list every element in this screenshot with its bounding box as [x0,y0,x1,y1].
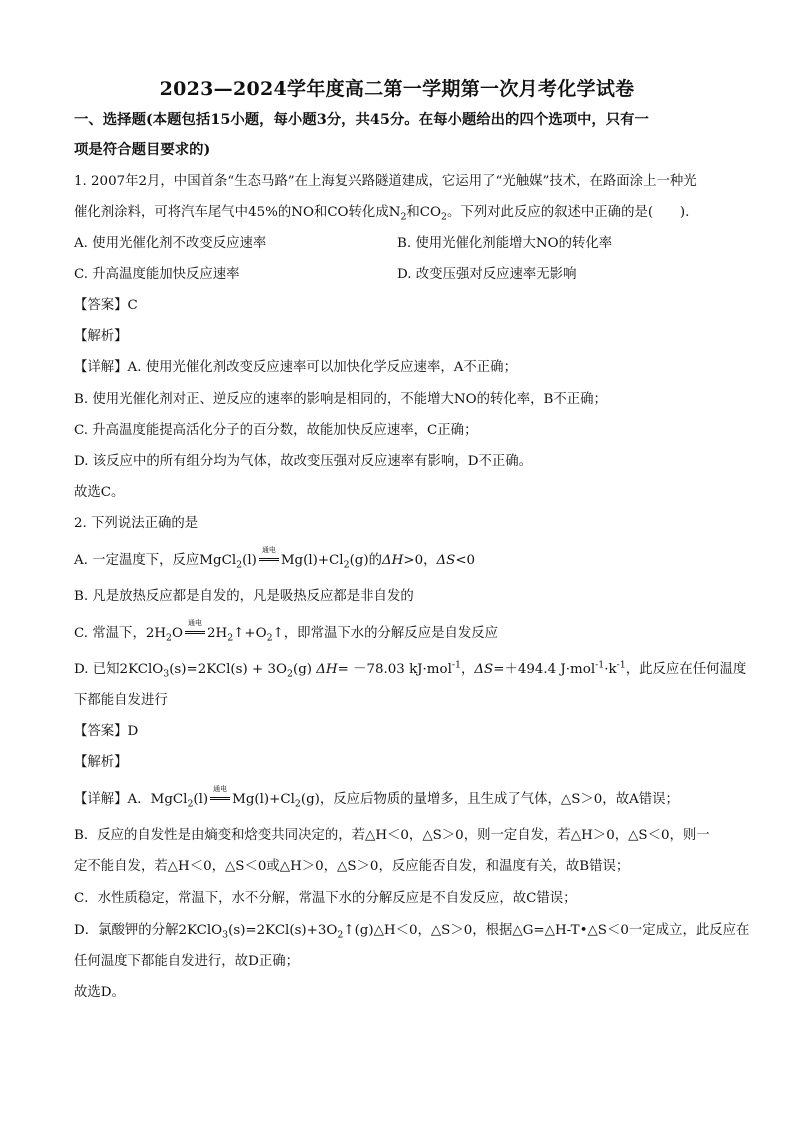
section-heading-line-1: 一、选择题(本题包括15小题，每小题3分，共45分。在每小题给出的四个选项中，只有一 [74,111,649,128]
page-title: 2023—2024学年度高二第一学期第一次月考化学试卷 [159,78,635,100]
electrolysis-arrow-icon: 通电 [258,552,280,564]
q1-conclusion: 故选C。 [74,485,125,500]
q2-stem: 2. 下列说法正确的是 [74,516,199,531]
q2-option-a: A. 一定温度下，反应MgCl$_2$(l) 通电 $Mg(l)+Cl_2(g)$的ΔH>0，ΔS<0 [74,546,476,571]
q1-answer: 【答案】C [74,298,138,313]
q2-option-d-line-1: D. 已知2KClO$_3$(s)=2KCl(s) + $3O_2(g)$ ΔH= －78.03 kJ·mol$^{-1}$，ΔS=＋494.4 $J\cdot mol^{-1}\cdot k^{-1}$，此反应在任何温度 [74,659,747,680]
q1-detail-d: D. 该反应中的所有组分均为气体，故改变压强对反应速率有影响，D不正确。 [74,454,533,469]
electrolysis-arrow-icon: 通电 [184,625,206,637]
q1-option-c: C. 升高温度能加快反应速率 [74,267,240,282]
q2-detail-d-line-1: D．氯酸钾的分解$2KClO_3(s)=2KCl(s)+3O_2↑(g)\triangle H<0$，△S＞0，根据△G=△H-T•△S＜0一定成立，此反应在 [74,923,750,941]
q1-detail-c: C. 升高温度能提高活化分子的百分数，故能加快反应速率，C正确； [74,423,478,438]
q1-analysis-label: 【解析】 [74,329,128,344]
q2-detail-d-line-2: 任何温度下都能自发进行，故D正确； [74,954,299,969]
q2-option-b: B. 凡是放热反应都是自发的，凡是吸热反应都是非自发的 [74,589,414,604]
q2-analysis-label: 【解析】 [74,755,128,770]
q2-detail-b-line-1: B．反应的自发性是由熵变和焓变共同决定的，若△H＜0，△S＞0，则一定自发，若△H＞0，△S＜0，则一 [74,828,710,843]
q1-option-b: B. 使用光催化剂能增大NO的转化率 [397,236,613,251]
q2-detail-c: C．水性质稳定，常温下，水不分解，常温下水的分解反应是不自发反应，故C错误； [74,891,577,906]
section-heading-line-2: 项是符合题目要求的) [74,141,211,158]
q1-stem-line-1: 1. 2007年2月，中国首条“生态马路”在上海复兴路隧道建成，它运用了“光触媒”技术，在路面涂上一种光 [74,174,697,189]
q2-answer: 【答案】D [74,724,139,739]
q2-option-c: C. 常温下，$2H_2O$ 通电 $2H_2↑+O_2↑$，即常温下水的分解反应是自发反应 [74,619,499,644]
q1-detail-b: B. 使用光催化剂对正、逆反应的速率的影响是相同的，不能增大NO的转化率，B不正确； [74,392,607,407]
q2-option-d-line-2: 下都能自发进行 [74,693,168,708]
q2-conclusion: 故选D。 [74,985,125,1000]
q1-option-d: D. 改变压强对反应速率无影响 [397,267,577,282]
electrolysis-arrow-icon: 通电 [209,791,231,803]
q2-detail-b-line-2: 定不能自发，若△H＜0，△S＜0或△H＞0，△S＞0，反应能否自发，和温度有关，故B错误； [74,859,630,874]
q2-detail-a: 【详解】A．MgCl$_2$(l) 通电 $Mg(l)+Cl_2(g)$，反应后物质的量增多，且生成了气体，△S＞0，故A错误； [74,785,679,810]
q1-stem-line-2: 催化剂涂料，可将汽车尾气中45%的NO和CO转化成$N_2$和$CO_2$。下列对此反应的叙述中正确的是( ). [74,205,690,223]
q1-detail-a: 【详解】A. 使用光催化剂改变反应速率可以加快化学反应速率，A不正确； [74,360,517,375]
q1-option-a: A. 使用光催化剂不改变反应速率 [74,236,267,251]
